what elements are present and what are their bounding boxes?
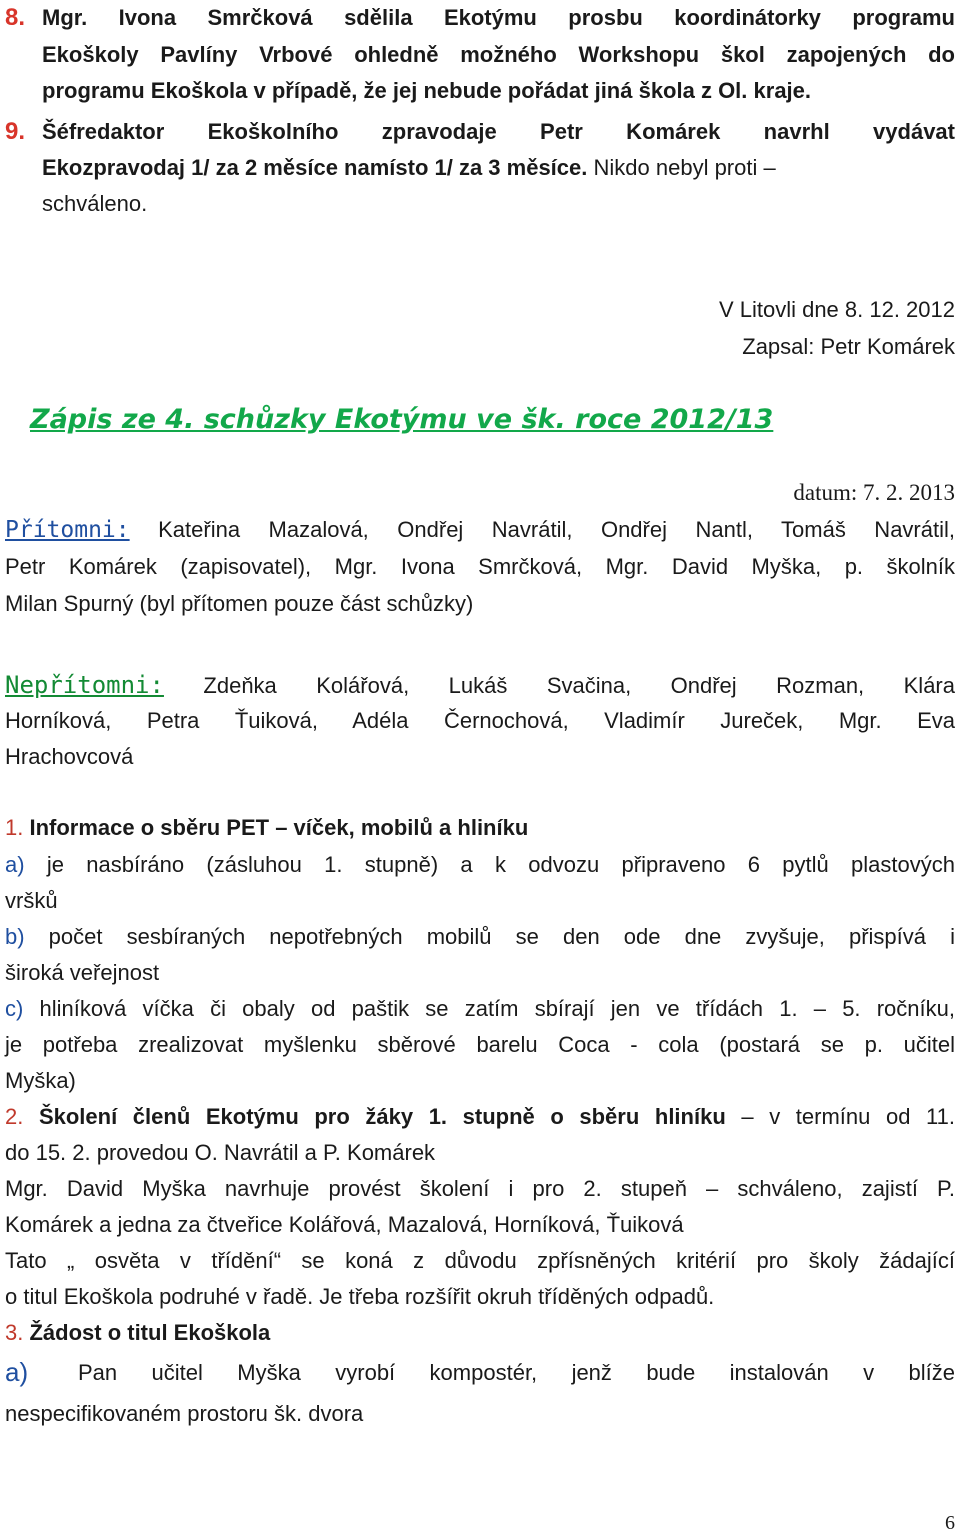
present-line-2: Petr Komárek (zapisovatel), Mgr. Ivona Smrčková, Mgr. David Myška, p. školník bbox=[5, 554, 955, 579]
absent-line-2: Horníková, Petra Ťuiková, Adéla Černochová, Vladimír Jureček, Mgr. Eva bbox=[5, 708, 955, 733]
place-date: V Litovli dne 8. 12. 2012 bbox=[718, 297, 955, 322]
section-2-line-5: Tato „ osvěta v třídění“ se koná z důvodu zpřísněných kritérií pro školy žádající bbox=[5, 1248, 955, 1273]
section-1-c-line-1: c) hliníková víčka či obaly od paštik se zatím sbírají jen ve třídách 1. – 5. ročníku, bbox=[5, 996, 955, 1021]
section-3-a-line-1: Pan učitel Myška vyrobí kompostér, jenž bude instalován v blíže bbox=[78, 1360, 955, 1385]
recorder: Zapsal: Petr Komárek bbox=[742, 334, 955, 359]
document-title: Zápis ze 4. schůzky Ekotýmu ve šk. roce 2012/13 bbox=[30, 404, 774, 435]
item-8-line-2: Ekoškoly Pavlíny Vrbové ohledně možného Workshopu škol zapojených do bbox=[42, 42, 955, 67]
item-9-line-1: Šéfredaktor Ekoškolního zpravodaje Petr Komárek navrhl vydávat bbox=[42, 119, 955, 144]
present-line-3: Milan Spurný (byl přítomen pouze část schůzky) bbox=[5, 591, 474, 616]
item-8-line-1: Mgr. Ivona Smrčková sdělila Ekotýmu prosbu koordinátorky programu bbox=[42, 5, 955, 30]
item-9-line-3: schváleno. bbox=[42, 191, 148, 216]
item-8-number: 8. bbox=[5, 4, 26, 31]
section-2-heading: 2. Školení členů Ekotýmu pro žáky 1. stupně o sběru hliníku – v termínu od 11. bbox=[5, 1104, 955, 1129]
section-2-line-4: Komárek a jedna za čtveřice Kolářová, Mazalová, Horníková, Ťuiková bbox=[5, 1212, 684, 1237]
absent-line-3: Hrachovcová bbox=[5, 744, 134, 769]
section-1-b-line-1: b) počet sesbíraných nepotřebných mobilů se den ode dne zvyšuje, přispívá i bbox=[5, 924, 955, 949]
section-3-heading: 3. Žádost o titul Ekoškola bbox=[5, 1320, 271, 1345]
section-1-c-line-3: Myška) bbox=[5, 1068, 76, 1093]
absent-label: Nepřítomni: bbox=[5, 671, 164, 699]
section-1-c-line-2: je potřeba zrealizovat myšlenku sběrové barelu Coca - cola (postará se p. učitel bbox=[5, 1032, 955, 1057]
meeting-date: datum: 7. 2. 2013 bbox=[793, 480, 955, 505]
present-line-1: Přítomni: Kateřina Mazalová, Ondřej Navrátil, Ondřej Nantl, Tomáš Navrátil, bbox=[5, 517, 955, 543]
section-2-line-6: o titul Ekoškola podruhé v řadě. Je třeba rozšířit okruh tříděných odpadů. bbox=[5, 1284, 715, 1309]
section-1-a-line-1: a) je nasbíráno (zásluhou 1. stupně) a k odvozu připraveno 6 pytlů plastových bbox=[5, 852, 955, 877]
item-9-line-2: Ekozpravodaj 1/ za 2 měsíce namísto 1/ za 3 měsíce. Nikdo nebyl proti – bbox=[42, 155, 776, 180]
absent-line-1: Nepřítomni: Zdeňka Kolářová, Lukáš Svačina, Ondřej Rozman, Klára bbox=[5, 671, 955, 699]
item-9-number: 9. bbox=[5, 118, 26, 145]
section-1-b-line-2: široká veřejnost bbox=[5, 960, 160, 985]
page-number: 6 bbox=[945, 1512, 955, 1534]
section-1-a-line-2: vršků bbox=[5, 888, 58, 913]
section-3-a-label: a) bbox=[5, 1357, 29, 1387]
present-label: Přítomni: bbox=[5, 517, 130, 543]
item-8-line-3: programu Ekoškola v případě, že jej nebude pořádat jiná škola z Ol. kraje. bbox=[42, 78, 812, 103]
section-1-heading: 1. Informace o sběru PET – víček, mobilů a hliníku bbox=[5, 815, 529, 840]
section-3-a-line-2: nespecifikovaném prostoru šk. dvora bbox=[5, 1401, 364, 1426]
section-2-line-3: Mgr. David Myška navrhuje provést školení i pro 2. stupeň – schváleno, zajistí P. bbox=[5, 1176, 955, 1201]
section-2-line-2: do 15. 2. provedou O. Navrátil a P. Komárek bbox=[5, 1140, 436, 1165]
